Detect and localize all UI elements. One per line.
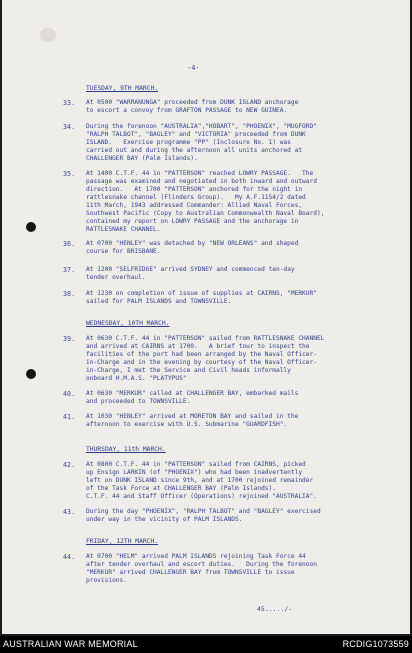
paragraph-text: At 0700 "HELM" arrived PALM ISLANDS rejoining Task Force 44 after tender overhaul and escort duties. During the forenoon "MERKUR" arrived CHALLENGER BAY from TOWNSVILLE to issue provisions. [86, 553, 317, 584]
continuation-marker: 45...../- [257, 605, 293, 613]
paragraph-text: At 0700 "HENLEY" was detached by "NEW ORLEANS" and shaped course for BRISBANE. [86, 240, 299, 255]
paragraph-number: 44. [63, 553, 75, 561]
punch-hole-top [26, 222, 36, 232]
paragraph-text: At 0630 "MERKUR" called at CHALLENGER BAY, embarked mails and proceeded to TOWNSVILLE. [86, 390, 299, 405]
paragraph-text: At 1230 on completion of issue of supplies at CAIRNS, "MERKUR" sailed for PALM ISLANDS and TOWNSVILLE. [86, 290, 317, 305]
paragraph-number: 42. [63, 461, 75, 469]
paragraph-number: 39. [63, 335, 75, 343]
page-number: -4- [187, 64, 200, 72]
punch-hole-bottom [26, 369, 36, 379]
date-heading: TUESDAY, 9TH MARCH. [86, 85, 159, 92]
paragraph-number: 37. [63, 266, 75, 274]
record-id: RCDIG1073559 [342, 639, 409, 649]
paragraph-number: 36. [63, 240, 75, 248]
paragraph-text: During the forenoon "AUSTRALIA","HOBART", "PHOENIX", "MUGFORD" "RALPH TALBOT", "BAGLEY" and "VICTORIA" proceeded from DUNK ISLAND. Exercise programme "PP" (Inclosure No. 1) was carried out and during the afternoon all units anchored at CHALLENGER BAY (Palm Islands). [86, 123, 317, 162]
paragraph-number: 35. [63, 170, 75, 178]
paragraph-text: At 0630 C.T.F. 44 in "PATTERSON" sailed from RATTLESNAKE CHANNEL and arrived at CAIRNS at 1700. A brief tour to inspect the facilities of the port had been arranged by the Naval Officer- in-Charge and in the evening by courtesy of the Naval Officer- in-Charge, I met the Service and Civil heads informally onboard H.M.A.S. "PLATYPUS" [86, 335, 325, 382]
paragraph-text: At 1400 C.T.F. 44 in "PATTERSON" reached LOWRY PASSAGE. The passage was examined and negotiated in both inward and outward direction. At 1700 "PATTERSON" anchored for the night in rattlesnake channel (Flinders Group). My A.F.1154/2 dated 11th March, 1943 addressed Commander: Allied Naval Forces, Southwest Pacific (Copy to Australian Commonwealth Naval Board), contained my report on LOWRY PASSAGE and the anchorage in RATTLESNAKE CHANNEL. [86, 170, 325, 233]
archive-name: AUSTRALIAN WAR MEMORIAL [3, 639, 138, 649]
date-heading: FRIDAY, 12TH MARCH. [86, 538, 159, 545]
document-page [2, 0, 410, 634]
paragraph-text: At 0500 "WARRANUNGA" proceeded from DUNK ISLAND anchorage to escort a convoy from GRAFTON PASSAGE to NEW GUINEA. [86, 99, 299, 114]
paragraph-text: At 0800 C.T.F. 44 in "PATTERSON" sailed from CAIRNS, picked up Ensign LARKIN (of "PHOENIX") who had been inadvertently left on DUNK ISLAND since 9th, and at 1700 rejoined remainder of the Task Force at CHALLENGER BAY (Palm Islands). C.T.F. 44 and Staff Officer (Operations) rejoined "AUSTRALIA". [86, 461, 317, 500]
paragraph-number: 43. [63, 508, 75, 516]
paragraph-text: During the day "PHOENIX", "RALPH TALBOT" and "BAGLEY" exercised under way in the vicinity of PALM ISLANDS. [86, 508, 321, 523]
date-heading: WEDNESDAY, 10TH MARCH. [86, 320, 170, 327]
archive-footer-bar [0, 636, 412, 653]
paragraph-number: 33. [63, 99, 75, 107]
paragraph-text: At 1030 "HENLEY" arrived at MORETON BAY and sailed in the afternoon to exercise with U.S. Submarine "GUARDFISH". [86, 413, 299, 428]
paper-stain [40, 28, 56, 42]
paragraph-number: 34. [63, 123, 75, 131]
paragraph-text: At 1200 "SELFRIDGE" arrived SYDNEY and commenced ten-day tender overhaul. [86, 266, 295, 281]
paragraph-number: 40. [63, 390, 75, 398]
date-heading: THURSDAY, 11th MARCH. [86, 446, 166, 453]
paragraph-number: 38. [63, 290, 75, 298]
paragraph-number: 41. [63, 413, 75, 421]
